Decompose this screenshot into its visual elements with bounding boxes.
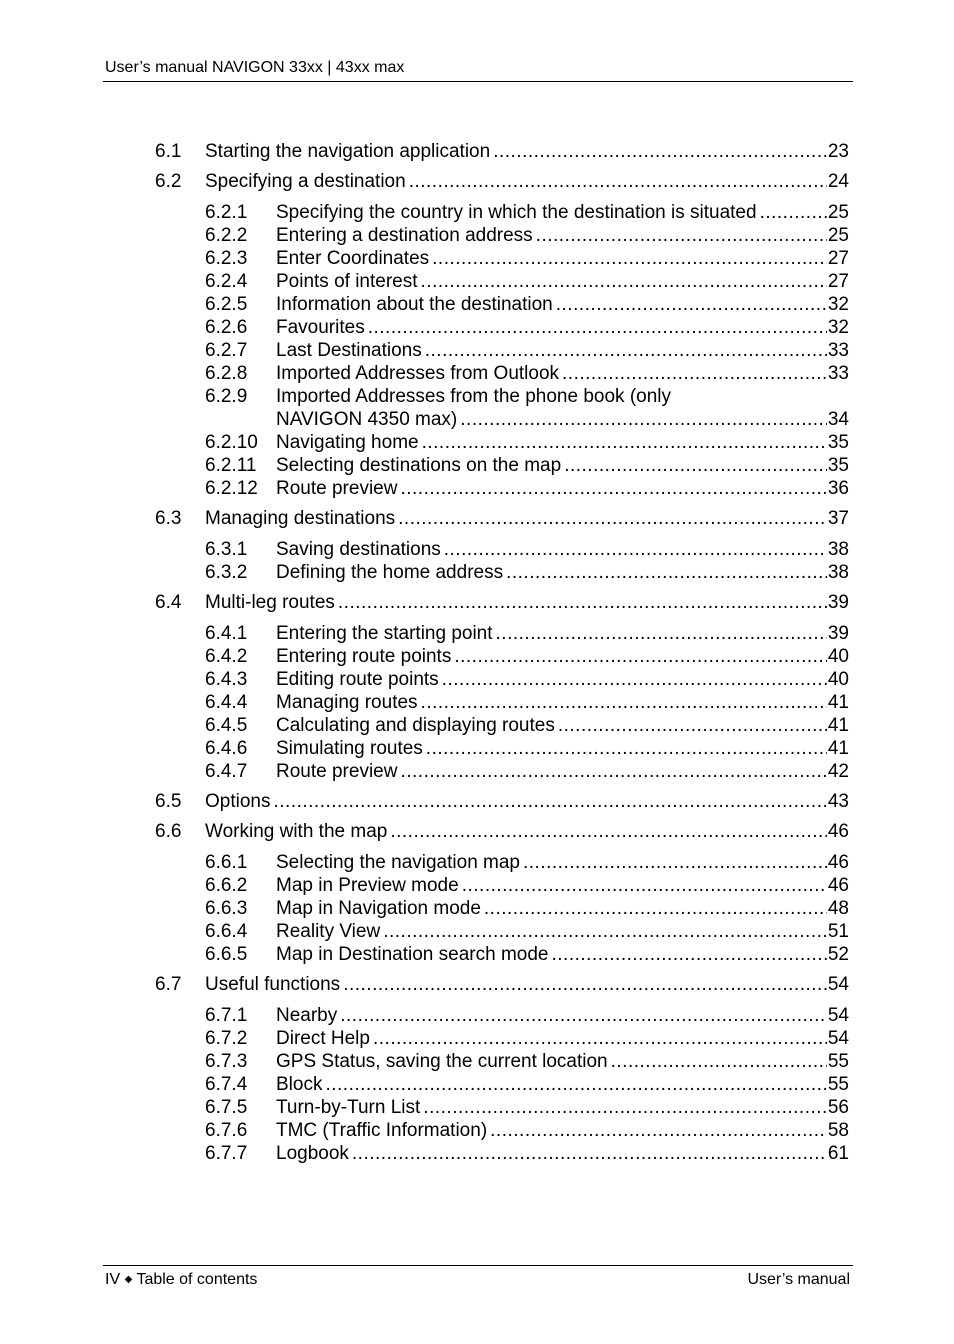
toc-page-number: 46 [827, 875, 849, 896]
toc-entry[interactable] [155, 385, 849, 408]
toc-number: 6.2.8 [205, 363, 248, 384]
toc-number: 6.6.3 [205, 898, 248, 919]
toc-number: 6.4.1 [205, 623, 248, 644]
toc-leader [442, 668, 827, 691]
toc-page-number: 39 [827, 623, 849, 644]
toc-page-number: 58 [827, 1120, 849, 1141]
toc-title: Saving destinations [276, 538, 444, 561]
toc-page-number: 54 [827, 1005, 849, 1026]
toc-page-number: 41 [827, 692, 849, 713]
toc-leader [400, 760, 826, 783]
toc-title: Reality View [276, 920, 383, 943]
toc-leader [490, 1119, 827, 1142]
toc-leader [493, 140, 827, 163]
toc-page-number: 32 [827, 317, 849, 338]
toc-page-number: 40 [827, 646, 849, 667]
toc-title: Simulating routes [276, 737, 426, 760]
toc-title: Useful functions [205, 973, 343, 996]
toc-title: Defining the home address [276, 561, 506, 584]
toc-leader [398, 507, 827, 530]
toc-leader [444, 538, 827, 561]
toc-number: 6.7.4 [205, 1074, 248, 1095]
toc-entry[interactable] [155, 339, 849, 362]
toc-entry[interactable] [155, 362, 849, 385]
toc-entry[interactable] [155, 1073, 849, 1096]
table-of-contents [155, 140, 849, 1165]
toc-entry[interactable] [155, 454, 849, 477]
toc-leader [484, 897, 827, 920]
toc-entry[interactable] [155, 293, 849, 316]
footer-left [105, 1269, 257, 1291]
footer-page-label: IV [105, 1271, 121, 1288]
toc-title: Multi-leg routes [205, 591, 338, 614]
toc-leader [454, 645, 827, 668]
toc-title: Editing route points [276, 668, 442, 691]
toc-title: Map in Preview mode [276, 874, 462, 897]
toc-number: 6.1 [155, 141, 182, 162]
toc-number: 6.7.6 [205, 1120, 248, 1141]
toc-entry[interactable] [155, 140, 849, 163]
toc-number: 6.4.5 [205, 715, 248, 736]
toc-entry[interactable] [155, 591, 849, 614]
toc-entry[interactable] [155, 247, 849, 270]
toc-entry[interactable] [155, 316, 849, 339]
toc-number: 6.7.1 [205, 1005, 248, 1026]
toc-title: GPS Status, saving the current location [276, 1050, 611, 1073]
toc-entry[interactable] [155, 477, 849, 500]
toc-title: Entering the starting point [276, 622, 496, 645]
toc-page-number: 37 [827, 508, 849, 529]
toc-page-number: 33 [827, 340, 849, 361]
toc-title: Nearby [276, 1004, 340, 1027]
toc-entry[interactable] [155, 224, 849, 247]
toc-entry[interactable] [155, 431, 849, 454]
toc-number: 6.7.7 [205, 1143, 248, 1164]
toc-number: 6.6.4 [205, 921, 248, 942]
toc-title: Points of interest [276, 270, 421, 293]
toc-page-number: 41 [827, 738, 849, 759]
toc-entry[interactable] [155, 691, 849, 714]
toc-entry[interactable] [155, 973, 849, 996]
toc-number: 6.2.7 [205, 340, 248, 361]
toc-number: 6.7.3 [205, 1051, 248, 1072]
footer-section: Table of contents [136, 1271, 258, 1288]
toc-page-number: 38 [827, 562, 849, 583]
toc-number: 6.5 [155, 791, 182, 812]
toc-title: Favourites [276, 316, 368, 339]
toc-leader [390, 820, 827, 843]
toc-leader [421, 270, 827, 293]
toc-page-number: 33 [827, 363, 849, 384]
toc-number: 6.4 [155, 592, 182, 613]
toc-page-number: 41 [827, 715, 849, 736]
toc-page-number: 23 [827, 141, 849, 162]
toc-page-number: 40 [827, 669, 849, 690]
toc-entry[interactable] [155, 270, 849, 293]
toc-page-number: 27 [827, 248, 849, 269]
toc-title: Starting the navigation application [205, 140, 493, 163]
toc-entry[interactable] [155, 507, 849, 530]
toc-page-number: 42 [827, 761, 849, 782]
toc-entry[interactable] [155, 1004, 849, 1027]
toc-leader [523, 851, 827, 874]
toc-page-number: 43 [827, 791, 849, 812]
toc-page-number: 35 [827, 432, 849, 453]
toc-leader [558, 714, 827, 737]
toc-title: Managing destinations [205, 507, 398, 530]
toc-number: 6.2.2 [205, 225, 248, 246]
toc-page-number: 25 [827, 225, 849, 246]
toc-leader [325, 1073, 826, 1096]
toc-leader [496, 622, 827, 645]
toc-number: 6.6 [155, 821, 182, 842]
header-title: User’s manual NAVIGON 33xx | 43xx max [105, 59, 405, 76]
toc-leader [611, 1050, 827, 1073]
toc-leader [564, 454, 827, 477]
toc-page-number: 46 [827, 821, 849, 842]
toc-leader [400, 477, 826, 500]
toc-page-number: 25 [827, 202, 849, 223]
toc-entry[interactable] [155, 668, 849, 691]
toc-entry[interactable] [155, 1119, 849, 1142]
toc-title: Entering a destination address [276, 224, 536, 247]
toc-title: Imported Addresses from Outlook [276, 362, 562, 385]
toc-leader [338, 591, 827, 614]
toc-number: 6.2.1 [205, 202, 248, 223]
toc-entry[interactable] [155, 714, 849, 737]
toc-title: Block [276, 1073, 325, 1096]
toc-page-number: 55 [827, 1051, 849, 1072]
toc-title: Map in Navigation mode [276, 897, 484, 920]
toc-leader [423, 1096, 827, 1119]
toc-page-number: 61 [827, 1143, 849, 1164]
toc-page-number: 51 [827, 921, 849, 942]
toc-leader [409, 170, 827, 193]
toc-title: Direct Help [276, 1027, 373, 1050]
toc-number: 6.6.5 [205, 944, 248, 965]
footer-right: User’s manual [747, 1271, 850, 1288]
toc-page-number: 54 [827, 1028, 849, 1049]
toc-title: TMC (Traffic Information) [276, 1119, 490, 1142]
bullet-icon: ◆ [124, 1274, 133, 1285]
toc-number: 6.6.1 [205, 852, 248, 873]
toc-number: 6.2.6 [205, 317, 248, 338]
toc-number: 6.2.11 [205, 455, 257, 476]
toc-page-number: 46 [827, 852, 849, 873]
toc-leader [340, 1004, 827, 1027]
toc-leader [421, 691, 827, 714]
toc-leader [422, 431, 827, 454]
toc-title: Last Destinations [276, 339, 425, 362]
toc-page-number: 35 [827, 455, 849, 476]
toc-number: 6.6.2 [205, 875, 248, 896]
toc-entry[interactable] [155, 920, 849, 943]
toc-title: Calculating and displaying routes [276, 714, 558, 737]
toc-title: Route preview [276, 477, 400, 500]
toc-number: 6.7.5 [205, 1097, 248, 1118]
toc-number: 6.4.3 [205, 669, 248, 690]
toc-page-number: 56 [827, 1097, 849, 1118]
toc-leader [368, 316, 827, 339]
toc-leader [352, 1142, 827, 1165]
toc-title: Specifying a destination [205, 170, 409, 193]
toc-page-number: 39 [827, 592, 849, 613]
toc-page-number: 52 [827, 944, 849, 965]
toc-title: Information about the destination [276, 293, 556, 316]
toc-title: Working with the map [205, 820, 390, 843]
toc-page-number: 24 [827, 171, 849, 192]
toc-entry[interactable] [155, 201, 849, 224]
toc-number: 6.2 [155, 171, 182, 192]
toc-number: 6.3.1 [205, 539, 248, 560]
toc-page-number: 38 [827, 539, 849, 560]
toc-leader [373, 1027, 827, 1050]
toc-entry[interactable] [155, 1050, 849, 1073]
toc-number: 6.4.7 [205, 761, 248, 782]
toc-entry[interactable] [155, 737, 849, 760]
toc-title: Route preview [276, 760, 400, 783]
toc-entry[interactable] [155, 851, 849, 874]
toc-page-number: 48 [827, 898, 849, 919]
toc-entry-continuation[interactable] [155, 408, 849, 431]
toc-number: 6.3 [155, 508, 182, 529]
toc-number: 6.4.6 [205, 738, 248, 759]
toc-title: Managing routes [276, 691, 421, 714]
toc-number: 6.2.3 [205, 248, 248, 269]
toc-number: 6.4.2 [205, 646, 248, 667]
toc-leader [506, 561, 827, 584]
toc-title: Selecting the navigation map [276, 851, 523, 874]
toc-number: 6.2.10 [205, 432, 258, 453]
toc-page-number: 55 [827, 1074, 849, 1095]
toc-leader [760, 201, 827, 224]
toc-page-number: 34 [827, 409, 849, 430]
toc-title: Specifying the country in which the destination is situated [276, 201, 760, 224]
toc-leader [426, 737, 827, 760]
toc-leader [343, 973, 827, 996]
toc-number: 6.3.2 [205, 562, 248, 583]
page-header [103, 56, 853, 82]
toc-page-number: 36 [827, 478, 849, 499]
toc-page-number: 32 [827, 294, 849, 315]
toc-entry[interactable] [155, 170, 849, 193]
toc-entry[interactable] [155, 760, 849, 783]
toc-entry[interactable] [155, 820, 849, 843]
toc-entry[interactable] [155, 1096, 849, 1119]
toc-page-number: 54 [827, 974, 849, 995]
toc-entry[interactable] [155, 645, 849, 668]
toc-leader [562, 362, 827, 385]
toc-entry[interactable] [155, 790, 849, 813]
toc-number: 6.7.2 [205, 1028, 248, 1049]
toc-entry[interactable] [155, 874, 849, 897]
toc-number: 6.2.12 [205, 478, 258, 499]
toc-title: Enter Coordinates [276, 247, 432, 270]
toc-leader [460, 408, 827, 431]
toc-title: Selecting destinations on the map [276, 454, 564, 477]
toc-leader [556, 293, 827, 316]
toc-number: 6.4.4 [205, 692, 248, 713]
toc-leader [273, 790, 826, 813]
toc-entry[interactable] [155, 897, 849, 920]
toc-entry[interactable] [155, 1142, 849, 1165]
toc-leader [551, 943, 826, 966]
toc-leader [536, 224, 827, 247]
toc-entry[interactable] [155, 1027, 849, 1050]
toc-number: 6.2.4 [205, 271, 248, 292]
toc-leader [462, 874, 827, 897]
toc-entry[interactable] [155, 622, 849, 645]
toc-title: Logbook [276, 1142, 352, 1165]
toc-title: Map in Destination search mode [276, 943, 551, 966]
toc-title-continuation: NAVIGON 4350 max) [276, 408, 460, 431]
toc-leader [432, 247, 827, 270]
toc-page-number: 27 [827, 271, 849, 292]
toc-entry[interactable] [155, 943, 849, 966]
toc-entry[interactable] [155, 538, 849, 561]
toc-title: Turn-by-Turn List [276, 1096, 423, 1119]
toc-title: Entering route points [276, 645, 454, 668]
toc-title: Imported Addresses from the phone book (only [276, 385, 674, 408]
toc-leader [383, 920, 827, 943]
toc-entry[interactable] [155, 561, 849, 584]
toc-leader [425, 339, 827, 362]
toc-title: Navigating home [276, 431, 422, 454]
toc-number: 6.7 [155, 974, 182, 995]
toc-number: 6.2.5 [205, 294, 248, 315]
page-footer [103, 1265, 853, 1294]
toc-number: 6.2.9 [205, 386, 248, 407]
toc-title: Options [205, 790, 273, 813]
